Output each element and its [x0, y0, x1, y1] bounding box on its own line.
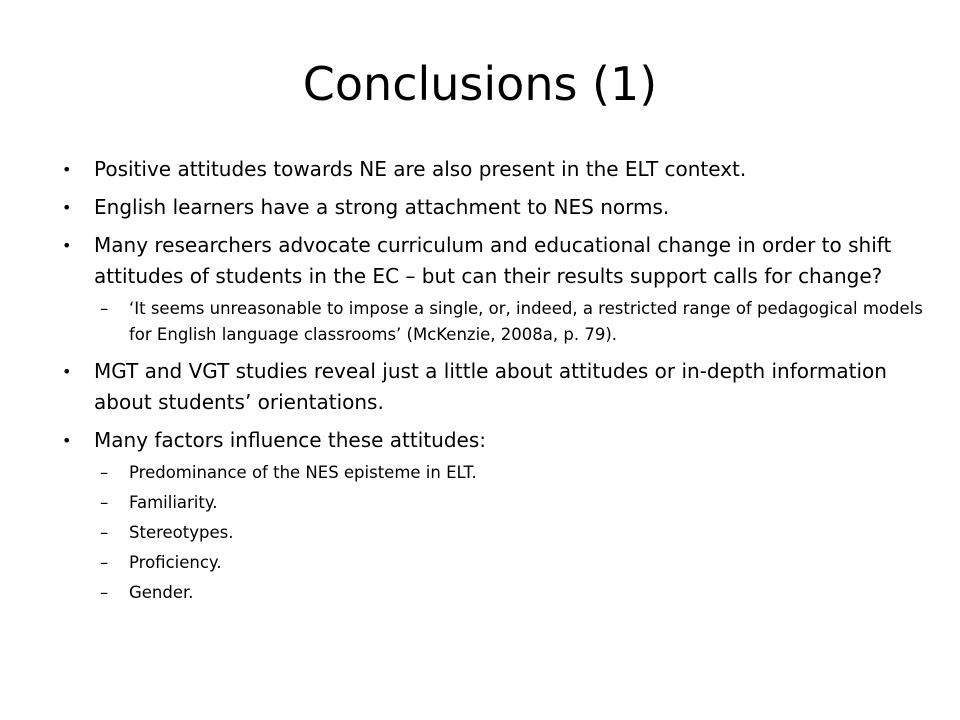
bullet-icon: • — [62, 362, 72, 381]
sub-bullet-text: ‘It seems unreasonable to impose a single, or, indeed, a restricted range of pedagogical models for English language classrooms’ (McKenzie, 2008a, p. 79). — [129, 299, 923, 344]
dash-icon: – — [100, 583, 109, 602]
bullet-text: Positive attitudes towards NE are also present in the ELT context. — [94, 157, 747, 181]
slide-title: Conclusions (1) — [302, 57, 658, 111]
sub-bullet-item — [100, 296, 932, 348]
sub-bullet-item — [100, 550, 932, 576]
bullet-text: Many factors influence these attitudes: — [94, 428, 486, 452]
sub-bullet-item — [100, 490, 932, 516]
bullet-item — [62, 230, 932, 292]
bullet-icon: • — [62, 236, 72, 255]
sub-bullet-text: Gender. — [129, 583, 194, 602]
bullet-item — [62, 192, 932, 223]
sub-bullet-text: Familiarity. — [129, 493, 218, 512]
dash-icon: – — [100, 463, 109, 482]
sub-bullet-text: Proficiency. — [129, 553, 222, 572]
bullet-icon: • — [62, 160, 72, 179]
bullet-text: Many researchers advocate curriculum and educational change in order to shift attitudes of students in the EC – but can their results support calls for change? — [94, 233, 892, 288]
dash-icon: – — [100, 493, 109, 512]
bullet-text: English learners have a strong attachment to NES norms. — [94, 195, 670, 219]
bullet-item — [62, 154, 932, 185]
bullet-icon: • — [62, 198, 72, 217]
bullet-text: MGT and VGT studies reveal just a little about attitudes or in-depth information about students’ orientations. — [94, 359, 887, 414]
sub-bullet-item — [100, 580, 932, 606]
sub-bullet-item — [100, 460, 932, 486]
bullet-item — [62, 425, 932, 456]
dash-icon: – — [100, 553, 109, 572]
bullet-item — [62, 356, 932, 418]
dash-icon: – — [100, 299, 109, 318]
sub-bullet-text: Stereotypes. — [129, 523, 234, 542]
sub-bullet-item — [100, 520, 932, 546]
bullet-list — [62, 154, 932, 606]
dash-icon: – — [100, 523, 109, 542]
sub-bullet-text: Predominance of the NES episteme in ELT. — [129, 463, 477, 482]
bullet-icon: • — [62, 431, 72, 450]
